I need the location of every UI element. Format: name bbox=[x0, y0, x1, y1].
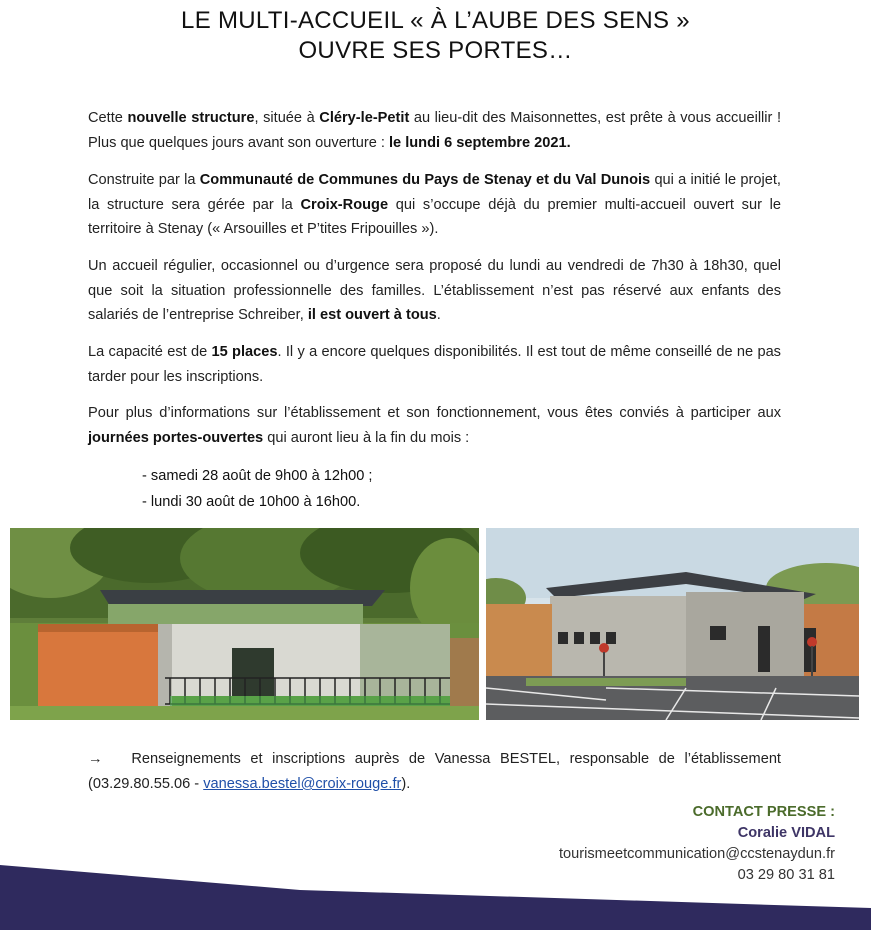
capacity-paragraph bbox=[88, 340, 781, 389]
text: , située à bbox=[254, 110, 320, 126]
text: au lieu-dit des Maisonnettes, est prête à vous accueillir ! Plus que quelques jours avant son ouverture : bbox=[88, 110, 782, 151]
text: Pour plus d’informations sur l’établissement et son fonctionnement, vous êtes conviés à participer aux bbox=[88, 405, 781, 421]
text: Construite par la bbox=[88, 172, 200, 188]
text: qui s’occupe déjà du premier multi-accueil ouvert sur le territoire à Stenay (« Arsouilles et P’tites Fripouilles »). bbox=[88, 196, 782, 237]
press-heading: CONTACT PRESSE : bbox=[692, 804, 835, 820]
text: ). bbox=[401, 776, 411, 792]
bold-text: Croix-Rouge bbox=[300, 196, 389, 213]
bold-text: journées portes-ouvertes bbox=[88, 429, 264, 446]
contact-email-link[interactable]: vanessa.bestel@croix-rouge.fr bbox=[203, 776, 402, 792]
text: Cette bbox=[88, 110, 128, 126]
text: qui auront lieu à la fin du mois : bbox=[263, 429, 470, 446]
open-days-list bbox=[142, 463, 372, 515]
opening-date: le lundi 6 septembre 2021. bbox=[388, 134, 571, 151]
text: Un accueil régulier, occasionnel ou d’urgence sera proposé du lundi au vendredi de 7h30 à 18h30, quel que soit la situation professionnelle des familles. L’établissement n’est pas réservé aux enfants des salariés de l’entreprise Schreiber, bbox=[88, 258, 781, 323]
text: . Il y a encore quelques disponibilités. Il est tout de même conseillé de ne pas tarder pour les inscriptions. bbox=[88, 344, 781, 385]
list-item: - samedi 28 août de 9h00 à 12h00 ; bbox=[142, 468, 373, 484]
bold-text: il est ouvert à tous bbox=[307, 307, 437, 323]
registration-text: Renseignements et inscriptions auprès de Vanessa BESTEL, responsable de l’établissement (03.29.80.55.06 - bbox=[88, 751, 781, 792]
text: qui a initié le projet, la structure sera gérée par la bbox=[88, 172, 781, 213]
press-email: tourismeetcommunication@ccstenaydun.fr bbox=[559, 846, 835, 862]
press-phone: 03 29 80 31 81 bbox=[737, 867, 835, 883]
construction-paragraph bbox=[88, 168, 781, 242]
title-line-1: LE MULTI-ACCUEIL « À L’AUBE DES SENS » bbox=[181, 7, 690, 34]
bold-text: Communauté de Communes du Pays de Stenay et du Val Dunois bbox=[199, 172, 651, 188]
bold-text: 15 places bbox=[211, 344, 278, 360]
building-photo-front bbox=[10, 528, 479, 720]
press-contact-name: Coralie VIDAL bbox=[737, 825, 835, 841]
registration-info bbox=[88, 747, 781, 797]
text: . bbox=[436, 307, 441, 323]
bold-text: Cléry-le-Petit bbox=[319, 110, 410, 126]
title-line-2: OUVRE SES PORTES… bbox=[298, 37, 573, 64]
schedule-paragraph bbox=[88, 254, 781, 328]
footer-band bbox=[0, 860, 871, 930]
text: La capacité est de bbox=[88, 344, 212, 360]
arrow-icon: → bbox=[88, 751, 103, 767]
bold-text: nouvelle structure bbox=[127, 110, 255, 126]
intro-paragraph bbox=[88, 106, 781, 155]
page-title bbox=[0, 6, 871, 66]
building-photo-side bbox=[486, 528, 859, 720]
list-item: - lundi 30 août de 10h00 à 16h00. bbox=[142, 494, 361, 510]
open-days-paragraph bbox=[88, 401, 781, 450]
